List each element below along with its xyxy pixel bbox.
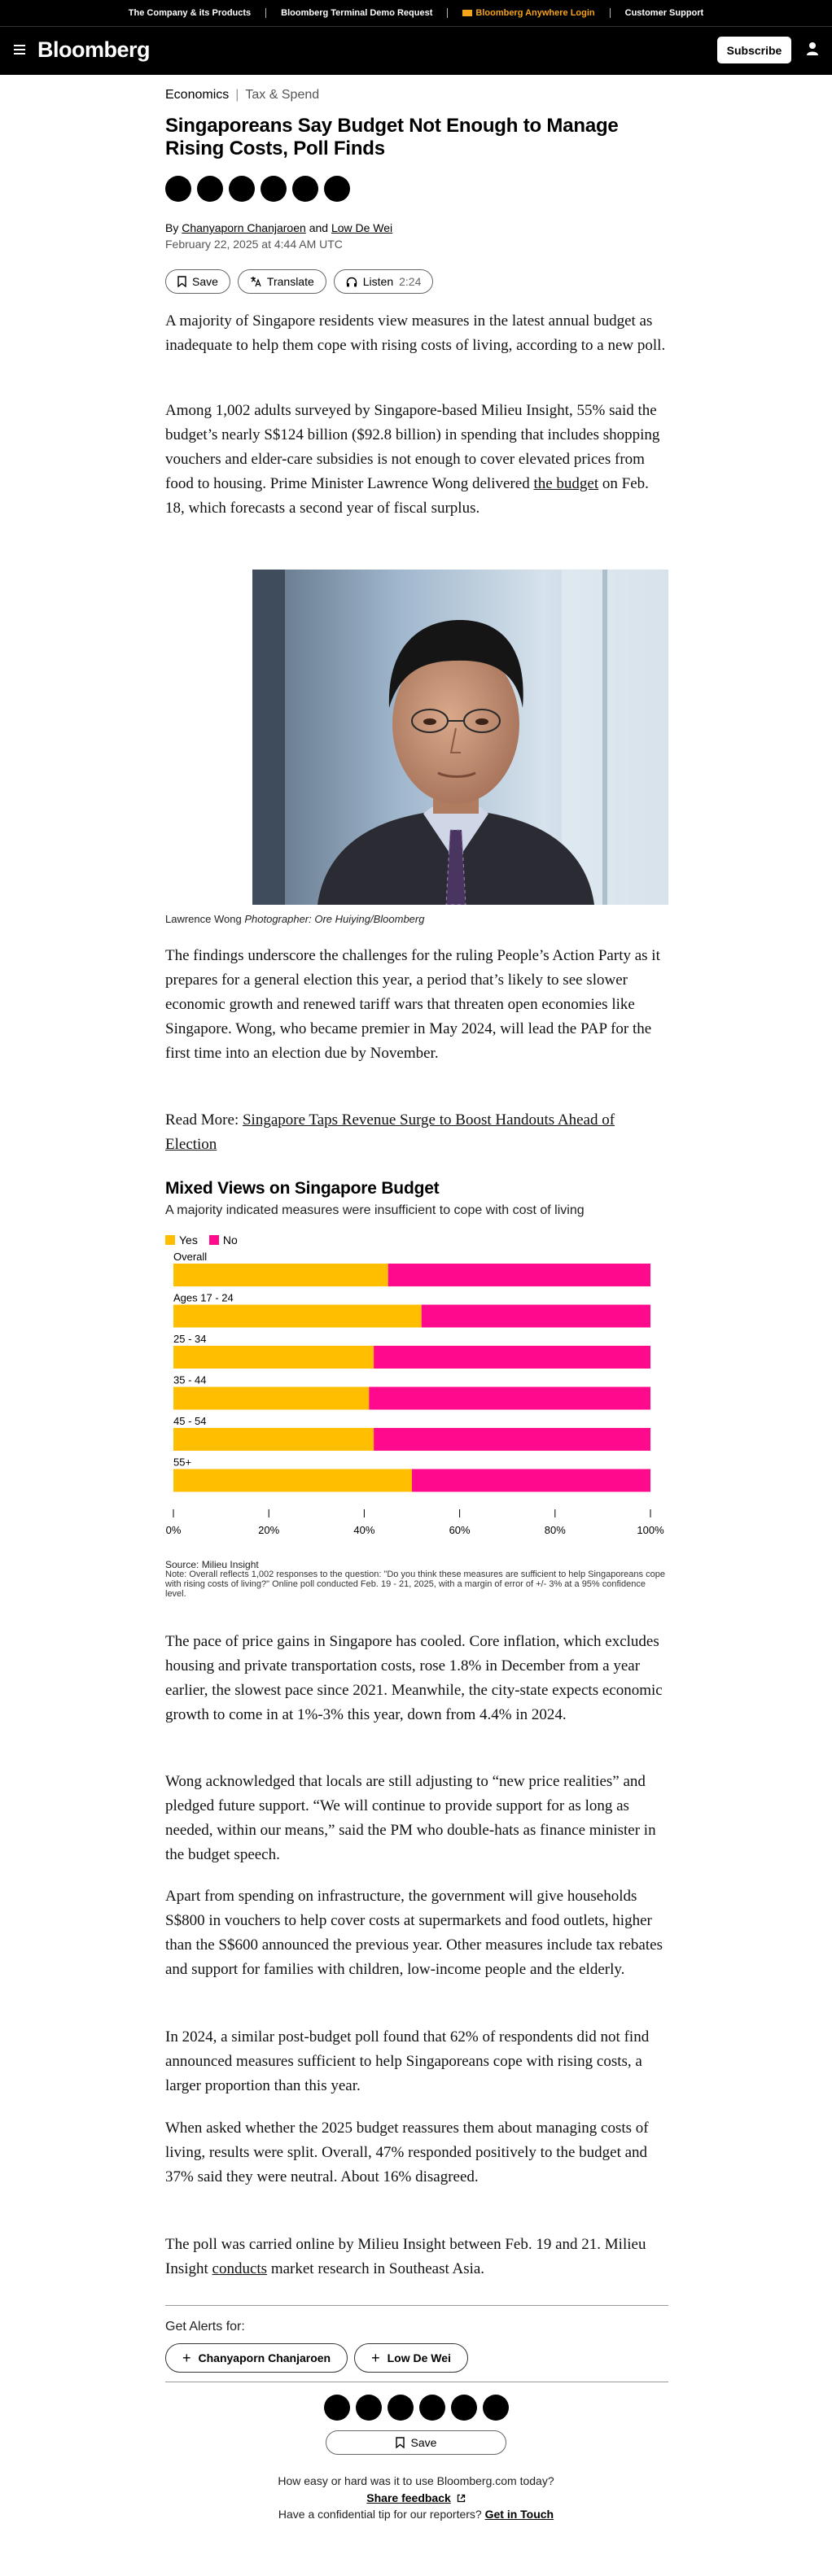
paragraph-text: The poll was carried online by Milieu Insight between Feb. 19 and 21. Milieu Insight bbox=[165, 2236, 646, 2277]
category-label: 55+ bbox=[173, 1456, 192, 1469]
utility-divider bbox=[610, 8, 611, 18]
share-icon[interactable] bbox=[261, 176, 287, 202]
chart-subtitle: A majority indicated measures were insufficient to cope with cost of living bbox=[165, 1203, 585, 1217]
author-link[interactable]: Low De Wei bbox=[331, 221, 393, 234]
x-tick-label: 0% bbox=[165, 1524, 182, 1536]
external-link-icon bbox=[457, 2494, 466, 2503]
utility-bar bbox=[0, 0, 832, 26]
follow-author-button[interactable] bbox=[165, 2343, 348, 2373]
chart-source: Source: Milieu Insight bbox=[165, 1559, 259, 1570]
translate-label: Translate bbox=[266, 275, 314, 288]
main-nav bbox=[0, 26, 832, 75]
byline bbox=[165, 221, 668, 234]
share-icon[interactable] bbox=[324, 176, 350, 202]
category-label: 25 - 34 bbox=[173, 1333, 207, 1345]
caption-credit: Photographer: Ore Huiying/Bloomberg bbox=[244, 913, 425, 925]
share-icon[interactable] bbox=[229, 176, 255, 202]
listen-button[interactable] bbox=[334, 269, 434, 294]
legend-label: No bbox=[222, 1233, 238, 1247]
bottom-share-buttons bbox=[324, 2395, 509, 2421]
menu-icon[interactable] bbox=[14, 45, 25, 55]
tip-prefix: Have a confidential tip for our reporters? bbox=[278, 2508, 482, 2521]
confidential-tip bbox=[0, 2508, 832, 2521]
article-headline: Singaporeans Say Budget Not Enough to Manage Rising Costs, Poll Finds bbox=[165, 115, 619, 159]
category-label: 45 - 54 bbox=[173, 1415, 207, 1427]
bar-yes bbox=[173, 1346, 374, 1369]
follow-author-button[interactable] bbox=[354, 2343, 468, 2373]
x-tick-label: 80% bbox=[544, 1524, 566, 1536]
bloomberg-anywhere-icon bbox=[462, 10, 472, 16]
headphones-icon bbox=[346, 277, 357, 287]
read-more bbox=[165, 1108, 668, 1157]
article-paragraph bbox=[165, 399, 668, 521]
customer-support-link[interactable]: Customer Support bbox=[624, 8, 704, 18]
share-icon[interactable] bbox=[388, 2395, 414, 2421]
paragraph-text: market research in Southeast Asia. bbox=[267, 2260, 485, 2277]
share-icon[interactable] bbox=[165, 176, 191, 202]
translate-icon bbox=[250, 276, 261, 287]
alerts-label: Get Alerts for: bbox=[165, 2320, 245, 2334]
subcategory-link[interactable]: Tax & Spend bbox=[245, 88, 320, 102]
save-button[interactable] bbox=[165, 269, 230, 294]
article-paragraph: Apart from spending on infrastructure, the government will give households S$800 in vouchers to help cover costs at supermarkets and food outlets, higher than the S$600 announced the previous year. Other measures include tax rebates and support for families with children, low-income people and the elderly. bbox=[165, 1888, 663, 1978]
x-tick-label: 60% bbox=[449, 1524, 471, 1536]
author-alert-label: Chanyaporn Chanjaroen bbox=[198, 2351, 331, 2364]
bar-no bbox=[374, 1346, 650, 1369]
bar-no bbox=[422, 1305, 650, 1328]
share-icon[interactable] bbox=[483, 2395, 509, 2421]
article-paragraph: The findings underscore the challenges for the ruling People’s Action Party as it prepares for a general election this year, a period that’s likely to see slower economic growth and renewed tariff wars that threaten open economies like Singapore. Wong, who became premier in May 2024, will lead the PAP for the first time into an election due by November. bbox=[165, 947, 660, 1062]
anywhere-login-link[interactable] bbox=[462, 8, 594, 18]
utility-divider bbox=[447, 8, 448, 18]
anywhere-login-label: Bloomberg Anywhere Login bbox=[475, 8, 595, 18]
chart-title: Mixed Views on Singapore Budget bbox=[165, 1179, 440, 1198]
legend-item bbox=[165, 1233, 198, 1247]
bottom-save-button[interactable] bbox=[326, 2430, 506, 2455]
article-paragraph: Wong acknowledged that locals are still adjusting to “new price realities” and pledged future support. “We will continue to provide support for as long as needed, within our means,” said the PM who double-hats as finance minister in the budget speech. bbox=[165, 1773, 656, 1863]
bar-yes bbox=[173, 1305, 422, 1328]
save-label: Save bbox=[192, 275, 218, 288]
share-icon[interactable] bbox=[324, 2395, 350, 2421]
bookmark-icon bbox=[177, 276, 186, 287]
x-tick-label: 20% bbox=[258, 1524, 280, 1536]
listen-label: Listen bbox=[362, 275, 394, 288]
translate-button[interactable] bbox=[238, 269, 326, 294]
category-label: Ages 17 - 24 bbox=[173, 1291, 234, 1304]
category-label: 35 - 44 bbox=[173, 1373, 207, 1386]
article-paragraph bbox=[165, 2233, 668, 2281]
plus-icon: + bbox=[371, 2349, 380, 2366]
read-more-prefix: Read More: bbox=[165, 1111, 243, 1129]
bookmark-icon bbox=[396, 2437, 405, 2448]
bar-no bbox=[388, 1264, 650, 1286]
article-paragraph: In 2024, a similar post-budget poll found that 62% of respondents did not find announced measures sufficient to help Singaporeans cope with rising costs, a larger proportion than this year. bbox=[165, 2028, 650, 2094]
kicker-divider: | bbox=[235, 88, 239, 102]
budget-link[interactable]: the budget bbox=[533, 475, 599, 492]
user-account-icon[interactable] bbox=[806, 41, 819, 56]
bar-no bbox=[412, 1469, 650, 1492]
x-tick-label: 40% bbox=[353, 1524, 375, 1536]
lawrence-wong-photo bbox=[252, 570, 668, 905]
article-kicker bbox=[165, 88, 668, 103]
share-icon[interactable] bbox=[197, 176, 223, 202]
share-icon[interactable] bbox=[419, 2395, 445, 2421]
chart-note: Note: Overall reflects 1,002 responses to the question: "Do you think these measures are sufficient to help Singaporeans cope with rising costs of living?" Online poll conducted Feb. 19 - 21, 2025, with a margin of error of +/- 3% at a 95% confidence level. bbox=[165, 1570, 665, 1599]
category-label: Overall bbox=[173, 1251, 208, 1263]
read-more-link[interactable]: Singapore Taps Revenue Surge to Boost Handouts Ahead of Election bbox=[165, 1111, 615, 1153]
article-paragraph: When asked whether the 2025 budget reassures them about managing costs of living, results were split. Overall, 47% responded positively to the budget and 37% said they were neutral. About 16% disagreed. bbox=[165, 2120, 649, 2185]
legend-swatch-yes bbox=[165, 1235, 175, 1245]
bar-no bbox=[374, 1428, 650, 1451]
bottom-save-label: Save bbox=[410, 2436, 437, 2449]
share-buttons bbox=[165, 176, 668, 202]
listen-duration: 2:24 bbox=[399, 275, 422, 288]
share-icon[interactable] bbox=[292, 176, 318, 202]
caption-name: Lawrence Wong bbox=[165, 913, 242, 925]
category-link[interactable]: Economics bbox=[165, 88, 230, 102]
get-in-touch-link[interactable]: Get in Touch bbox=[484, 2508, 554, 2521]
bar-yes bbox=[173, 1387, 369, 1410]
terminal-demo-link[interactable]: Bloomberg Terminal Demo Request bbox=[281, 8, 433, 18]
article-paragraph: The pace of price gains in Singapore has cooled. Core inflation, which excludes housing and private transportation costs, rose 1.8% in December from a year earlier, the slowest pace since 2021. Meanwhile, the city-state expects economic growth to come in at 1%-3% this year, down from 4.4% in 2024. bbox=[165, 1633, 663, 1723]
share-feedback bbox=[0, 2491, 832, 2504]
paragraph-text: on Feb. 18, which forecasts a second year of fiscal surplus. bbox=[165, 475, 649, 517]
publish-date: February 22, 2025 at 4:44 AM UTC bbox=[165, 238, 343, 251]
legend-label: Yes bbox=[179, 1233, 198, 1247]
bar-yes bbox=[173, 1428, 374, 1451]
bar-no bbox=[369, 1387, 650, 1410]
chart-legend bbox=[165, 1233, 668, 1247]
author-alerts bbox=[165, 2343, 668, 2373]
photo-caption bbox=[165, 913, 668, 925]
share-feedback-link[interactable]: Share feedback bbox=[366, 2491, 451, 2504]
company-products-link[interactable]: The Company & its Products bbox=[128, 8, 252, 18]
article-actions bbox=[165, 269, 668, 294]
bar-yes bbox=[173, 1469, 412, 1492]
share-icon[interactable] bbox=[451, 2395, 477, 2421]
author-link[interactable]: Chanyaporn Chanjaroen bbox=[182, 221, 306, 234]
byline-and: and bbox=[309, 221, 329, 234]
legend-item bbox=[209, 1233, 238, 1247]
feedback-question: How easy or hard was it to use Bloomberg.com today? bbox=[278, 2474, 554, 2487]
x-tick-label: 100% bbox=[637, 1524, 664, 1536]
author-alert-label: Low De Wei bbox=[387, 2351, 451, 2364]
conducts-link[interactable]: conducts bbox=[212, 2260, 268, 2277]
plus-icon: + bbox=[182, 2349, 191, 2366]
byline-prefix: By bbox=[165, 221, 179, 234]
section-divider bbox=[165, 2305, 668, 2306]
budget-poll-chart bbox=[165, 1250, 668, 1551]
article-paragraph: A majority of Singapore residents view measures in the latest annual budget as inadequate to help them cope with rising costs of living, according to a new poll. bbox=[165, 312, 666, 354]
paragraph-text: Among 1,002 adults surveyed by Singapore-based Milieu Insight, 55% said the budget’s nearly S$124 billion ($92.8 billion) in spending that includes shopping vouchers and elder-care subsidies is not enough to cover elevated prices from food to housing. Prime Minister Lawrence Wong delivered bbox=[165, 402, 660, 492]
subscribe-button[interactable]: Subscribe bbox=[717, 37, 791, 63]
utility-divider bbox=[265, 8, 266, 18]
bloomberg-logo[interactable]: Bloomberg bbox=[37, 37, 151, 62]
legend-swatch-no bbox=[209, 1235, 219, 1245]
share-icon[interactable] bbox=[356, 2395, 382, 2421]
bar-yes bbox=[173, 1264, 388, 1286]
